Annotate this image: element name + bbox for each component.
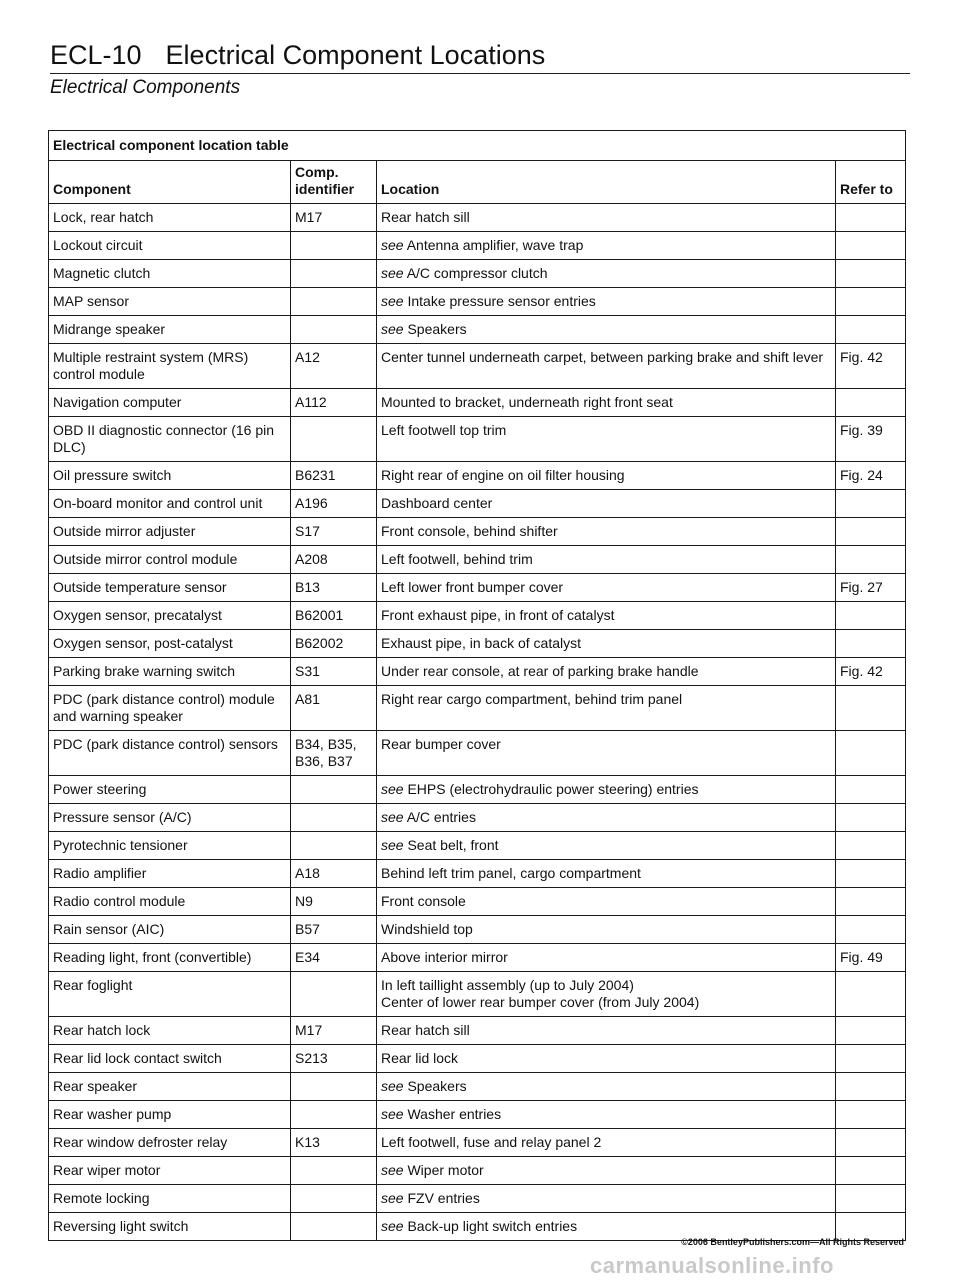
cell-refer: Fig. 39 xyxy=(836,417,906,462)
cell-component: MAP sensor xyxy=(49,288,291,316)
cell-identifier: A112 xyxy=(291,389,377,417)
location-text: Behind left trim panel, cargo compartment xyxy=(381,865,641,881)
cell-component: OBD II diagnostic connector (16 pin DLC) xyxy=(49,417,291,462)
table-row xyxy=(49,731,906,776)
location-text: Seat belt, front xyxy=(407,837,499,853)
location-text: Left footwell, behind trim xyxy=(381,551,533,567)
cell-identifier: S31 xyxy=(291,658,377,686)
table-row xyxy=(49,574,906,602)
cell-component: Navigation computer xyxy=(49,389,291,417)
location-text: Left footwell top trim xyxy=(381,422,507,438)
cell-location xyxy=(377,288,836,316)
see-reference-word: see xyxy=(381,293,404,309)
cell-location xyxy=(377,1129,836,1157)
location-text: Front exhaust pipe, in front of catalyst xyxy=(381,607,615,623)
cell-identifier: B13 xyxy=(291,574,377,602)
cell-location xyxy=(377,417,836,462)
location-text-line2: Center of lower rear bumper cover (from July 2004) xyxy=(381,994,700,1010)
cell-identifier: M17 xyxy=(291,1017,377,1045)
table-row xyxy=(49,1045,906,1073)
location-text: Back-up light switch entries xyxy=(407,1218,578,1234)
location-text: Windshield top xyxy=(381,921,473,937)
cell-location xyxy=(377,204,836,232)
cell-refer xyxy=(836,1017,906,1045)
table-row xyxy=(49,1157,906,1185)
cell-component: Remote locking xyxy=(49,1185,291,1213)
cell-identifier: N9 xyxy=(291,888,377,916)
cell-refer xyxy=(836,888,906,916)
table-row xyxy=(49,1185,906,1213)
location-text: Dashboard center xyxy=(381,495,493,511)
cell-refer: Fig. 42 xyxy=(836,658,906,686)
cell-refer: Fig. 24 xyxy=(836,462,906,490)
cell-component: Rain sensor (AIC) xyxy=(49,916,291,944)
cell-identifier xyxy=(291,776,377,804)
table-row xyxy=(49,260,906,288)
table-row xyxy=(49,288,906,316)
cell-component: Rear window defroster relay xyxy=(49,1129,291,1157)
cell-refer xyxy=(836,1185,906,1213)
location-text: Center tunnel underneath carpet, between parking brake and shift lever xyxy=(381,349,824,365)
location-text: Rear lid lock xyxy=(381,1050,459,1066)
cell-location xyxy=(377,602,836,630)
see-reference-word: see xyxy=(381,1190,404,1206)
cell-location xyxy=(377,731,836,776)
cell-identifier: A208 xyxy=(291,546,377,574)
table-caption: Electrical component location table xyxy=(49,131,906,161)
cell-refer xyxy=(836,1045,906,1073)
table-row xyxy=(49,1073,906,1101)
cell-identifier: A12 xyxy=(291,344,377,389)
table-row xyxy=(49,1101,906,1129)
cell-identifier xyxy=(291,832,377,860)
cell-component: Outside mirror control module xyxy=(49,546,291,574)
cell-refer xyxy=(836,916,906,944)
col-header-refer: Refer to xyxy=(836,161,906,204)
table-row xyxy=(49,389,906,417)
cell-component: Lockout circuit xyxy=(49,232,291,260)
cell-location xyxy=(377,232,836,260)
cell-location xyxy=(377,1157,836,1185)
watermark: carmanualsonline.info xyxy=(590,1253,834,1278)
cell-location xyxy=(377,916,836,944)
table-row xyxy=(49,916,906,944)
cell-location xyxy=(377,860,836,888)
table-row xyxy=(49,888,906,916)
component-location-table xyxy=(48,130,905,1241)
cell-component: Midrange speaker xyxy=(49,316,291,344)
see-reference-word: see xyxy=(381,837,404,853)
cell-refer: Fig. 49 xyxy=(836,944,906,972)
table-row xyxy=(49,462,906,490)
page-title xyxy=(50,38,910,72)
see-reference-word: see xyxy=(381,321,404,337)
cell-identifier: E34 xyxy=(291,944,377,972)
location-text: Intake pressure sensor entries xyxy=(407,293,596,309)
cell-refer: Fig. 42 xyxy=(836,344,906,389)
location-text: Speakers xyxy=(407,321,467,337)
cell-component: Rear foglight xyxy=(49,972,291,1017)
cell-identifier: M17 xyxy=(291,204,377,232)
cell-component: Rear lid lock contact switch xyxy=(49,1045,291,1073)
cell-identifier: B57 xyxy=(291,916,377,944)
col-header-identifier-line2: identifier xyxy=(295,181,355,197)
cell-location xyxy=(377,832,836,860)
cell-refer xyxy=(836,204,906,232)
cell-identifier: A196 xyxy=(291,490,377,518)
table-row xyxy=(49,344,906,389)
cell-component: PDC (park distance control) module and warning speaker xyxy=(49,686,291,731)
see-reference-word: see xyxy=(381,1078,404,1094)
cell-refer: Fig. 27 xyxy=(836,574,906,602)
cell-component: Radio control module xyxy=(49,888,291,916)
cell-component: Oxygen sensor, post-catalyst xyxy=(49,630,291,658)
see-reference-word: see xyxy=(381,1218,404,1234)
table-row xyxy=(49,1017,906,1045)
see-reference-word: see xyxy=(381,1106,404,1122)
table-caption-row xyxy=(49,131,906,161)
location-text: Above interior mirror xyxy=(381,949,508,965)
see-reference-word: see xyxy=(381,781,404,797)
cell-refer xyxy=(836,518,906,546)
cell-location xyxy=(377,804,836,832)
table-row xyxy=(49,804,906,832)
cell-refer xyxy=(836,972,906,1017)
cell-location xyxy=(377,1185,836,1213)
location-text: A/C entries xyxy=(406,809,476,825)
cell-component: Magnetic clutch xyxy=(49,260,291,288)
page-number: ECL-10 xyxy=(50,40,142,70)
copyright-footer: ©2006 BentleyPublishers.com—All Rights Reserved xyxy=(681,1237,904,1247)
cell-location xyxy=(377,490,836,518)
cell-component: Reversing light switch xyxy=(49,1213,291,1241)
location-text: Rear bumper cover xyxy=(381,736,501,752)
cell-location xyxy=(377,686,836,731)
table-row xyxy=(49,602,906,630)
cell-refer xyxy=(836,1073,906,1101)
table-row xyxy=(49,944,906,972)
cell-identifier xyxy=(291,1157,377,1185)
cell-refer xyxy=(836,860,906,888)
table-row xyxy=(49,860,906,888)
cell-refer xyxy=(836,630,906,658)
cell-location xyxy=(377,260,836,288)
location-text: Mounted to bracket, underneath right front seat xyxy=(381,394,673,410)
cell-identifier xyxy=(291,316,377,344)
cell-refer xyxy=(836,776,906,804)
cell-component: Parking brake warning switch xyxy=(49,658,291,686)
table-row xyxy=(49,658,906,686)
cell-identifier: B34, B35, B36, B37 xyxy=(291,731,377,776)
cell-refer xyxy=(836,546,906,574)
cell-refer xyxy=(836,1129,906,1157)
cell-component: Radio amplifier xyxy=(49,860,291,888)
table-row xyxy=(49,232,906,260)
col-header-component: Component xyxy=(49,161,291,204)
cell-component: Oil pressure switch xyxy=(49,462,291,490)
cell-component: Rear wiper motor xyxy=(49,1157,291,1185)
cell-refer xyxy=(836,1101,906,1129)
table-row xyxy=(49,776,906,804)
table-row xyxy=(49,490,906,518)
cell-refer xyxy=(836,602,906,630)
cell-component: Pyrotechnic tensioner xyxy=(49,832,291,860)
cell-identifier: B6231 xyxy=(291,462,377,490)
cell-location xyxy=(377,630,836,658)
cell-location xyxy=(377,574,836,602)
table-row xyxy=(49,832,906,860)
table-row xyxy=(49,204,906,232)
cell-refer xyxy=(836,288,906,316)
cell-identifier xyxy=(291,417,377,462)
header-rule xyxy=(50,73,910,74)
location-text: Right rear of engine on oil filter housing xyxy=(381,467,625,483)
cell-identifier: A18 xyxy=(291,860,377,888)
cell-refer xyxy=(836,804,906,832)
cell-identifier xyxy=(291,232,377,260)
cell-identifier: S213 xyxy=(291,1045,377,1073)
cell-location xyxy=(377,944,836,972)
table-header-row xyxy=(49,161,906,204)
location-text: Left footwell, fuse and relay panel 2 xyxy=(381,1134,602,1150)
location-text: Wiper motor xyxy=(407,1162,484,1178)
cell-location xyxy=(377,888,836,916)
cell-component: On-board monitor and control unit xyxy=(49,490,291,518)
cell-component: Multiple restraint system (MRS) control module xyxy=(49,344,291,389)
cell-component: Reading light, front (convertible) xyxy=(49,944,291,972)
location-text: A/C compressor clutch xyxy=(406,265,548,281)
see-reference-word: see xyxy=(381,265,404,281)
cell-identifier xyxy=(291,288,377,316)
cell-refer xyxy=(836,832,906,860)
cell-location xyxy=(377,972,836,1017)
cell-identifier xyxy=(291,1073,377,1101)
see-reference-word: see xyxy=(381,809,404,825)
cell-identifier xyxy=(291,804,377,832)
cell-component: Lock, rear hatch xyxy=(49,204,291,232)
cell-component: Oxygen sensor, precatalyst xyxy=(49,602,291,630)
see-reference-word: see xyxy=(381,1162,404,1178)
cell-component: Rear hatch lock xyxy=(49,1017,291,1045)
cell-location xyxy=(377,1073,836,1101)
location-text: EHPS (electrohydraulic power steering) entries xyxy=(407,781,699,797)
cell-identifier xyxy=(291,1101,377,1129)
cell-refer xyxy=(836,316,906,344)
cell-location xyxy=(377,344,836,389)
location-text: In left taillight assembly (up to July 2004) xyxy=(381,977,634,993)
cell-location xyxy=(377,1101,836,1129)
cell-location xyxy=(377,546,836,574)
location-text: Left lower front bumper cover xyxy=(381,579,564,595)
cell-identifier: B62001 xyxy=(291,602,377,630)
cell-refer xyxy=(836,731,906,776)
location-text: Front console xyxy=(381,893,466,909)
table-row xyxy=(49,630,906,658)
cell-identifier: S17 xyxy=(291,518,377,546)
cell-location xyxy=(377,389,836,417)
table-row xyxy=(49,518,906,546)
col-header-location: Location xyxy=(377,161,836,204)
cell-identifier: A81 xyxy=(291,686,377,731)
location-text: Exhaust pipe, in back of catalyst xyxy=(381,635,581,651)
cell-identifier xyxy=(291,972,377,1017)
cell-identifier: K13 xyxy=(291,1129,377,1157)
table-row xyxy=(49,1129,906,1157)
cell-component: Outside temperature sensor xyxy=(49,574,291,602)
page-header xyxy=(50,38,910,99)
cell-location xyxy=(377,462,836,490)
chapter-title: Electrical Component Locations xyxy=(165,40,546,70)
cell-refer xyxy=(836,686,906,731)
cell-refer xyxy=(836,389,906,417)
location-text: Rear hatch sill xyxy=(381,209,470,225)
cell-identifier: B62002 xyxy=(291,630,377,658)
location-text: Under rear console, at rear of parking brake handle xyxy=(381,663,699,679)
location-text: FZV entries xyxy=(407,1190,480,1206)
cell-location xyxy=(377,518,836,546)
location-text: Antenna amplifier, wave trap xyxy=(406,237,584,253)
col-header-identifier-line1: Comp. xyxy=(295,164,339,180)
location-text: Right rear cargo compartment, behind trim panel xyxy=(381,691,683,707)
cell-refer xyxy=(836,1157,906,1185)
location-text: Rear hatch sill xyxy=(381,1022,470,1038)
cell-location xyxy=(377,316,836,344)
cell-component: Rear speaker xyxy=(49,1073,291,1101)
location-text: Washer entries xyxy=(407,1106,502,1122)
cell-location xyxy=(377,776,836,804)
col-header-identifier xyxy=(291,161,377,204)
location-text: Front console, behind shifter xyxy=(381,523,558,539)
cell-location xyxy=(377,1017,836,1045)
location-text: Speakers xyxy=(407,1078,467,1094)
cell-component: Pressure sensor (A/C) xyxy=(49,804,291,832)
cell-refer xyxy=(836,490,906,518)
table-row xyxy=(49,972,906,1017)
cell-location xyxy=(377,1045,836,1073)
cell-refer xyxy=(836,232,906,260)
table-row xyxy=(49,686,906,731)
cell-identifier xyxy=(291,1185,377,1213)
cell-identifier xyxy=(291,1213,377,1241)
cell-component: Rear washer pump xyxy=(49,1101,291,1129)
table-row xyxy=(49,546,906,574)
cell-location xyxy=(377,658,836,686)
section-subtitle: Electrical Components xyxy=(50,77,241,98)
cell-component: Outside mirror adjuster xyxy=(49,518,291,546)
see-reference-word: see xyxy=(381,237,404,253)
cell-identifier xyxy=(291,260,377,288)
cell-refer xyxy=(836,260,906,288)
table-row xyxy=(49,417,906,462)
table-row xyxy=(49,316,906,344)
cell-component: PDC (park distance control) sensors xyxy=(49,731,291,776)
cell-component: Power steering xyxy=(49,776,291,804)
